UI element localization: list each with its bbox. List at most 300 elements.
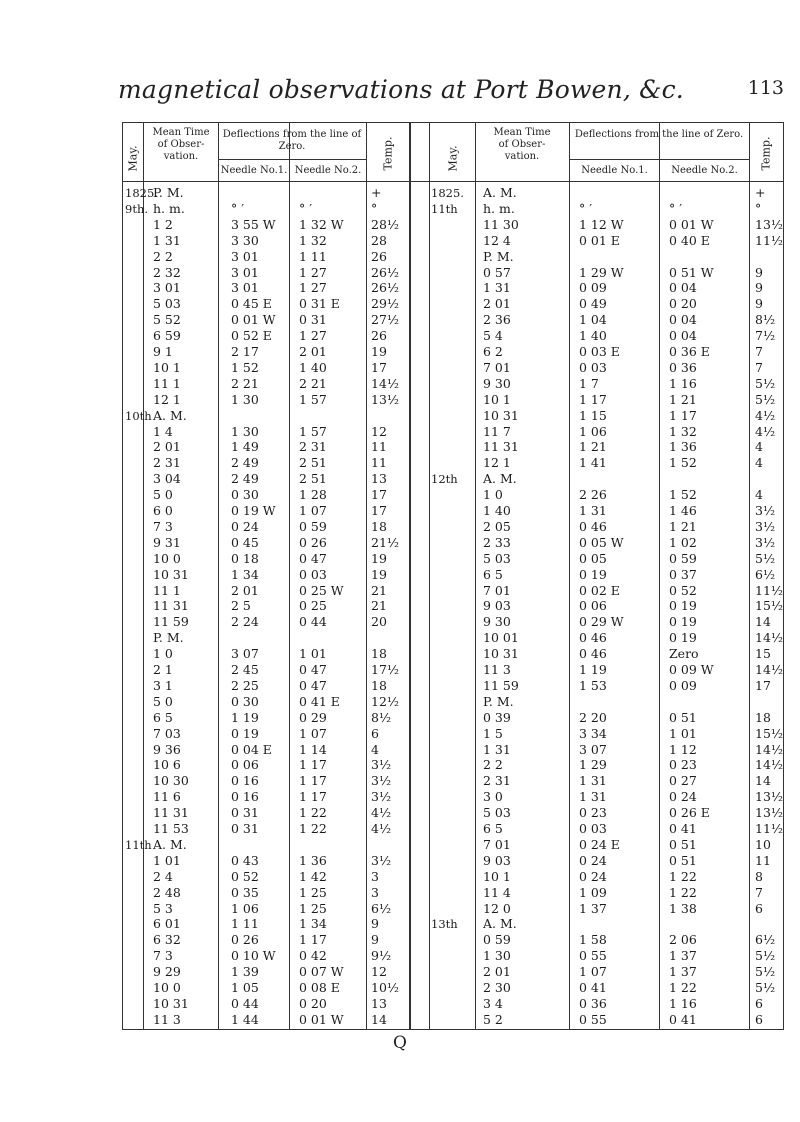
left-needle2-cell: 1 32 W (299, 216, 344, 232)
left-needle1-cell: 1 44 (231, 1011, 259, 1027)
right-needle2-cell: 1 02 (669, 534, 697, 550)
needle2-header-right: Needle No.2. (671, 165, 738, 176)
left-needle2-cell: 0 20 (299, 995, 327, 1011)
observation-table (122, 122, 784, 1030)
left-temp-cell: 11 (371, 455, 387, 471)
left-temp-cell: 14½ (371, 375, 400, 391)
left-day-cell: 11th (125, 837, 152, 852)
left-time-cell: 6 5 (153, 709, 173, 725)
left-needle2-cell: 1 34 (299, 916, 327, 932)
right-needle2-cell: 1 52 (669, 455, 697, 471)
left-needle1-cell: 0 26 (231, 932, 259, 948)
right-needle2-cell: 0 36 (669, 359, 697, 375)
left-needle2-cell: 0 42 (299, 948, 327, 964)
right-time-cell: 2 31 (483, 773, 511, 789)
right-temp-cell: 14½ (755, 662, 784, 677)
left-time-cell: 2 01 (153, 439, 181, 455)
left-needle2-cell: 2 01 (299, 344, 327, 359)
right-temp-cell: 9 (755, 280, 763, 296)
left-temp-cell: 12 (371, 964, 387, 980)
right-needle1-cell: 1 07 (579, 964, 607, 980)
left-needle2-cell: 1 57 (299, 391, 327, 407)
left-needle1-cell: 0 06 (231, 757, 259, 773)
right-temp-cell: 17 (755, 677, 771, 693)
right-needle2-cell: 1 37 (669, 948, 697, 964)
right-time-cell: 0 57 (483, 264, 511, 280)
right-needle2-cell: 0 41 (669, 821, 697, 836)
left-time-cell: 9 1 (153, 344, 173, 359)
right-time-cell: 7 01 (483, 359, 511, 375)
right-temp-cell: 10 (755, 836, 771, 852)
left-needle2-cell: 0 31 E (299, 296, 340, 312)
right-time-cell: 2 01 (483, 296, 511, 312)
needle2-header-left: Needle No.2. (294, 165, 362, 176)
right-time-cell: 0 59 (483, 932, 511, 948)
left-time-cell: h. m. (153, 200, 185, 216)
left-temp-cell: 6 (371, 725, 379, 741)
right-time-cell: 10 31 (483, 407, 519, 423)
left-needle1-cell: 3 07 (231, 646, 259, 662)
left-needle1-cell: 0 16 (231, 773, 259, 789)
right-needle1-cell: 0 03 (579, 359, 607, 375)
right-needle2-cell: 0 09 W (669, 662, 714, 677)
left-temp-cell: 19 (371, 550, 387, 566)
left-needle1-cell: 1 30 (231, 391, 259, 407)
left-needle2-cell: 0 31 (299, 312, 327, 328)
deflections-header-left: Deflections from the line of Zero. (222, 129, 362, 152)
mean-time-header-right: Mean Time of Obser-vation. (493, 127, 551, 162)
left-time-cell: 10 6 (153, 757, 181, 773)
left-temp-cell: 3 (371, 884, 379, 900)
left-time-cell: 1 0 (153, 646, 173, 662)
left-needle1-cell: 0 30 (231, 693, 259, 709)
right-needle2-cell: 1 36 (669, 439, 697, 455)
temp-header-left: Temp. (381, 136, 395, 171)
right-needle2-cell: 1 16 (669, 375, 697, 391)
left-needle2-cell: 1 27 (299, 328, 327, 344)
left-needle1-cell: 0 01 W (231, 312, 276, 328)
right-needle2-cell: 0 01 W (669, 216, 714, 232)
right-needle2-cell: 1 16 (669, 995, 697, 1011)
left-time-cell: 2 48 (153, 884, 181, 900)
right-time-cell: 10 01 (483, 630, 519, 646)
left-time-cell: 10 0 (153, 980, 181, 995)
left-temp-cell: 14 (371, 1011, 387, 1027)
right-temp-cell: 4½ (755, 423, 776, 439)
left-needle2-cell: 0 26 (299, 534, 327, 550)
right-needle1-cell: 3 07 (579, 741, 607, 757)
left-time-cell: 9 36 (153, 741, 181, 757)
left-needle2-cell: 2 51 (299, 471, 327, 487)
right-time-cell: A. M. (483, 916, 517, 932)
right-temp-cell: 14½ (755, 630, 784, 646)
right-needle1-cell: 0 03 E (579, 344, 620, 359)
right-time-cell: A. M. (483, 471, 517, 487)
left-needle2-cell: 1 36 (299, 852, 327, 868)
right-temp-cell: 7 (755, 344, 763, 359)
right-needle1-cell: ° ′ (579, 200, 593, 216)
right-needle2-cell: 1 37 (669, 964, 697, 980)
left-temp-cell: 21½ (371, 534, 400, 550)
right-time-cell: 1 40 (483, 503, 511, 518)
right-needle1-cell: 1 7 (579, 375, 599, 391)
left-time-cell: P. M. (153, 185, 184, 200)
right-temp-cell: 4 (755, 487, 763, 503)
left-needle1-cell: 0 19 W (231, 503, 276, 518)
left-needle1-cell: ° ′ (231, 200, 245, 216)
right-time-cell: A. M. (483, 185, 517, 200)
right-needle1-cell: 1 17 (579, 391, 607, 407)
left-needle1-cell: 2 24 (231, 614, 259, 630)
left-needle1-cell: 0 43 (231, 852, 259, 868)
left-time-cell: 1 2 (153, 216, 173, 232)
right-time-cell: 3 0 (483, 789, 503, 805)
left-needle2-cell: ° ′ (299, 200, 313, 216)
right-needle1-cell: 1 04 (579, 312, 607, 328)
left-needle2-cell: 1 17 (299, 757, 327, 773)
right-time-cell: 5 4 (483, 328, 503, 344)
right-time-cell: 1 30 (483, 948, 511, 964)
left-needle1-cell: 3 30 (231, 232, 259, 248)
right-temp-cell: 6 (755, 995, 763, 1011)
right-needle1-cell: 0 24 (579, 852, 607, 868)
right-needle2-cell: 1 22 (669, 868, 697, 884)
right-needle2-cell: 0 19 (669, 630, 697, 646)
left-needle2-cell: 1 17 (299, 773, 327, 789)
right-needle1-cell: 0 29 W (579, 614, 624, 630)
right-temp-cell: 6 (755, 900, 763, 916)
right-temp-cell: 11½ (755, 582, 784, 598)
left-needle1-cell: 3 01 (231, 280, 259, 296)
left-temp-cell: 3½ (371, 757, 392, 773)
left-needle1-cell: 1 39 (231, 964, 259, 980)
right-time-cell: 10 1 (483, 391, 511, 407)
left-time-cell: 2 31 (153, 455, 181, 471)
right-needle1-cell: 0 06 (579, 598, 607, 614)
left-time-cell: 11 53 (153, 821, 189, 836)
right-needle2-cell: 1 17 (669, 407, 697, 423)
left-temp-cell: 13½ (371, 391, 400, 407)
right-needle1-cell: 0 41 (579, 980, 607, 995)
right-needle2-cell: 0 20 (669, 296, 697, 312)
left-temp-cell: ° (371, 200, 378, 216)
right-needle2-cell: 0 52 (669, 582, 697, 598)
left-temp-cell: 18 (371, 518, 387, 534)
right-time-cell: 9 30 (483, 614, 511, 630)
right-time-cell: 2 2 (483, 757, 503, 773)
right-needle1-cell: 0 36 (579, 995, 607, 1011)
left-temp-cell: + (371, 185, 382, 200)
left-needle1-cell: 2 49 (231, 455, 259, 471)
right-needle2-cell: 0 36 E (669, 344, 710, 359)
left-temp-cell: 4 (371, 741, 379, 757)
right-time-cell: 9 03 (483, 852, 511, 868)
right-temp-cell: 5½ (755, 550, 776, 566)
left-time-cell: 10 31 (153, 566, 189, 582)
right-time-cell: 11 3 (483, 662, 511, 677)
right-time-cell: 10 1 (483, 868, 511, 884)
right-needle1-cell: 0 23 (579, 805, 607, 821)
left-time-cell: 3 1 (153, 677, 173, 693)
right-time-cell: 11 59 (483, 677, 519, 693)
right-temp-cell: 7 (755, 884, 763, 900)
left-needle1-cell: 1 52 (231, 359, 259, 375)
right-needle2-cell: 1 12 (669, 741, 697, 757)
right-temp-cell: 14 (755, 614, 771, 630)
left-needle2-cell: 1 22 (299, 805, 327, 821)
right-time-cell: 11 4 (483, 884, 511, 900)
right-needle2-cell: 1 22 (669, 980, 697, 995)
right-needle1-cell: 1 31 (579, 503, 607, 518)
left-needle2-cell: 0 41 E (299, 693, 340, 709)
left-needle2-cell: 2 21 (299, 375, 327, 391)
left-temp-cell: 19 (371, 344, 387, 359)
left-temp-cell: 26 (371, 248, 387, 264)
right-needle1-cell: 1 19 (579, 662, 607, 677)
right-day-cell: 13th (431, 917, 458, 932)
right-needle1-cell: 0 46 (579, 630, 607, 646)
right-needle2-cell: 0 51 (669, 709, 697, 725)
left-temp-cell: 4½ (371, 821, 392, 836)
left-time-cell: 5 03 (153, 296, 181, 312)
right-needle1-cell: 0 01 E (579, 232, 620, 248)
right-needle2-cell: 1 32 (669, 423, 697, 439)
right-needle1-cell: 0 05 W (579, 534, 624, 550)
table-row (123, 1010, 783, 1030)
left-temp-cell: 21 (371, 582, 387, 598)
right-needle1-cell: 0 24 E (579, 836, 620, 852)
right-needle1-cell: 1 31 (579, 789, 607, 805)
left-needle2-cell: 0 07 W (299, 964, 344, 980)
right-needle1-cell: 2 26 (579, 487, 607, 503)
left-time-cell: 10 1 (153, 359, 181, 375)
left-time-cell: 6 0 (153, 503, 173, 518)
left-temp-cell: 4½ (371, 805, 392, 821)
left-needle1-cell: 2 45 (231, 662, 259, 677)
right-time-cell: 1 5 (483, 725, 503, 741)
left-needle1-cell: 0 10 W (231, 948, 276, 964)
right-needle2-cell: 0 26 E (669, 805, 710, 821)
right-temp-cell: 3½ (755, 503, 776, 518)
right-needle1-cell: 0 03 (579, 821, 607, 836)
right-needle1-cell: 1 37 (579, 900, 607, 916)
right-time-cell: 2 05 (483, 518, 511, 534)
right-time-cell: 12 1 (483, 455, 511, 471)
left-time-cell: 3 04 (153, 471, 181, 487)
right-temp-cell: 18 (755, 709, 771, 725)
left-temp-cell: 12½ (371, 693, 400, 709)
left-needle1-cell: 2 25 (231, 677, 259, 693)
right-time-cell: 10 31 (483, 646, 519, 662)
left-needle2-cell: 0 08 E (299, 980, 340, 995)
left-needle2-cell: 0 47 (299, 677, 327, 693)
right-needle1-cell: 1 31 (579, 773, 607, 789)
left-temp-cell: 26½ (371, 280, 400, 296)
left-needle2-cell: 0 47 (299, 662, 327, 677)
right-needle1-cell: 0 05 (579, 550, 607, 566)
left-time-cell: 6 32 (153, 932, 181, 948)
left-time-cell: 6 01 (153, 916, 181, 932)
left-temp-cell: 18 (371, 677, 387, 693)
left-temp-cell: 6½ (371, 900, 392, 916)
right-temp-cell: 15 (755, 646, 771, 662)
right-time-cell: 7 01 (483, 582, 511, 598)
left-temp-cell: 17 (371, 503, 387, 518)
left-needle1-cell: 3 01 (231, 264, 259, 280)
left-needle1-cell: 2 17 (231, 344, 259, 359)
left-needle1-cell: 0 52 E (231, 328, 272, 344)
left-needle1-cell: 2 5 (231, 598, 251, 614)
left-needle1-cell: 0 18 (231, 550, 259, 566)
left-needle1-cell: 1 49 (231, 439, 259, 455)
right-time-cell: 6 5 (483, 566, 503, 582)
right-needle1-cell: 1 29 W (579, 264, 624, 280)
right-temp-cell: 5½ (755, 948, 776, 964)
left-time-cell: 5 52 (153, 312, 181, 328)
right-time-cell: 7 01 (483, 836, 511, 852)
left-time-cell: 11 31 (153, 598, 189, 614)
left-needle2-cell: 0 44 (299, 614, 327, 630)
right-temp-cell: 13½ (755, 789, 784, 805)
left-needle1-cell: 0 31 (231, 821, 259, 836)
left-temp-cell: 9 (371, 932, 379, 948)
left-temp-cell: 17 (371, 487, 387, 503)
left-temp-cell: 3½ (371, 852, 392, 868)
left-needle1-cell: 0 24 (231, 518, 259, 534)
mean-time-header-left: Mean Time of Obser-vation. (152, 127, 210, 162)
right-needle1-cell: 0 09 (579, 280, 607, 296)
left-needle1-cell: 0 30 (231, 487, 259, 503)
left-temp-cell: 28 (371, 232, 387, 248)
left-time-cell: 10 30 (153, 773, 189, 789)
right-temp-cell: 14½ (755, 757, 784, 773)
right-needle2-cell: 0 41 (669, 1011, 697, 1027)
right-temp-cell: 8½ (755, 312, 776, 328)
left-needle1-cell: 0 16 (231, 789, 259, 805)
left-needle2-cell: 1 01 (299, 646, 327, 662)
right-time-cell: 3 4 (483, 995, 503, 1011)
left-temp-cell: 19 (371, 566, 387, 582)
left-time-cell: 7 3 (153, 948, 173, 964)
right-time-cell: 9 30 (483, 375, 511, 391)
left-time-cell: 5 0 (153, 693, 173, 709)
right-day-cell: 12th (431, 472, 458, 487)
right-needle2-cell: 0 23 (669, 757, 697, 773)
left-needle1-cell: 0 45 E (231, 296, 272, 312)
left-needle2-cell: 0 29 (299, 709, 327, 725)
right-needle2-cell: 0 04 (669, 280, 697, 296)
right-needle2-cell: 1 01 (669, 725, 697, 741)
left-temp-cell: 21 (371, 598, 387, 614)
right-temp-cell: 4 (755, 439, 763, 455)
needle1-header-right: Needle No.1. (581, 165, 648, 176)
left-temp-cell: 20 (371, 614, 387, 630)
right-needle1-cell: 1 15 (579, 407, 607, 423)
left-time-cell: 11 1 (153, 375, 181, 391)
right-temp-cell: 8 (755, 868, 763, 884)
right-temp-cell: 6½ (755, 932, 776, 948)
left-needle2-cell: 1 40 (299, 359, 327, 375)
right-needle1-cell: 1 12 W (579, 216, 624, 232)
right-day-cell: 11th (431, 201, 458, 216)
left-time-cell: 7 3 (153, 518, 173, 534)
left-time-cell: 2 2 (153, 248, 173, 264)
right-needle2-cell: 1 38 (669, 900, 697, 916)
right-time-cell: 5 03 (483, 805, 511, 821)
left-needle1-cell: 0 31 (231, 805, 259, 821)
left-temp-cell: 13 (371, 471, 387, 487)
left-needle1-cell: 1 19 (231, 709, 259, 725)
left-time-cell: 7 03 (153, 725, 181, 741)
left-temp-cell: 18 (371, 646, 387, 662)
right-needle2-cell: 0 24 (669, 789, 697, 805)
left-needle1-cell: 1 06 (231, 900, 259, 916)
right-temp-cell: 9 (755, 264, 763, 280)
right-time-cell: 1 0 (483, 487, 503, 503)
right-needle1-cell: 0 46 (579, 518, 607, 534)
signature-mark: Q (393, 1033, 407, 1053)
right-temp-cell: 15½ (755, 598, 784, 614)
left-needle2-cell: 0 25 (299, 598, 327, 614)
right-needle2-cell: 1 21 (669, 518, 697, 534)
left-needle2-cell: 1 17 (299, 932, 327, 948)
left-temp-cell: 28½ (371, 216, 400, 232)
right-needle2-cell: 1 21 (669, 391, 697, 407)
right-needle1-cell: 1 40 (579, 328, 607, 344)
left-time-cell: 2 4 (153, 868, 173, 884)
left-needle2-cell: 1 32 (299, 232, 327, 248)
right-time-cell: 1 31 (483, 280, 511, 296)
left-needle1-cell: 1 30 (231, 423, 259, 439)
right-time-cell: 11 30 (483, 216, 519, 232)
right-needle1-cell: 0 49 (579, 296, 607, 312)
left-temp-cell: 11 (371, 439, 387, 455)
right-temp-cell: 15½ (755, 725, 784, 741)
left-time-cell: 9 31 (153, 534, 181, 550)
month-header-right: May. (446, 145, 460, 172)
right-temp-cell: 3½ (755, 518, 776, 534)
left-needle2-cell: 0 25 W (299, 582, 344, 598)
left-temp-cell: 3 (371, 868, 379, 884)
left-temp-cell: 3½ (371, 773, 392, 789)
right-needle2-cell: Zero (669, 646, 699, 662)
left-time-cell: 2 32 (153, 264, 181, 280)
left-temp-cell: 10½ (371, 980, 400, 995)
right-needle1-cell: 0 19 (579, 566, 607, 582)
right-needle2-cell: 0 40 E (669, 232, 710, 248)
right-needle2-cell: 1 22 (669, 884, 697, 900)
left-needle2-cell: 1 17 (299, 789, 327, 805)
right-temp-cell: 14½ (755, 741, 784, 757)
right-temp-cell: 3½ (755, 534, 776, 550)
left-day-cell: 10th (125, 408, 152, 423)
left-temp-cell: 29½ (371, 296, 400, 312)
left-needle2-cell: 1 27 (299, 264, 327, 280)
right-temp-cell: 5½ (755, 391, 776, 407)
right-time-cell: 5 03 (483, 550, 511, 566)
right-time-cell: 2 30 (483, 980, 511, 995)
right-needle2-cell: 0 27 (669, 773, 697, 789)
right-temp-cell: 7 (755, 359, 763, 375)
right-time-cell: 12 4 (483, 232, 511, 248)
left-needle2-cell: 1 57 (299, 423, 327, 439)
right-time-cell: 2 33 (483, 534, 511, 550)
right-needle1-cell: 1 58 (579, 932, 607, 948)
right-needle2-cell: 0 59 (669, 550, 697, 566)
right-needle2-cell: ° ′ (669, 200, 683, 216)
left-time-cell: 11 6 (153, 789, 181, 805)
right-needle2-cell: 0 04 (669, 312, 697, 328)
